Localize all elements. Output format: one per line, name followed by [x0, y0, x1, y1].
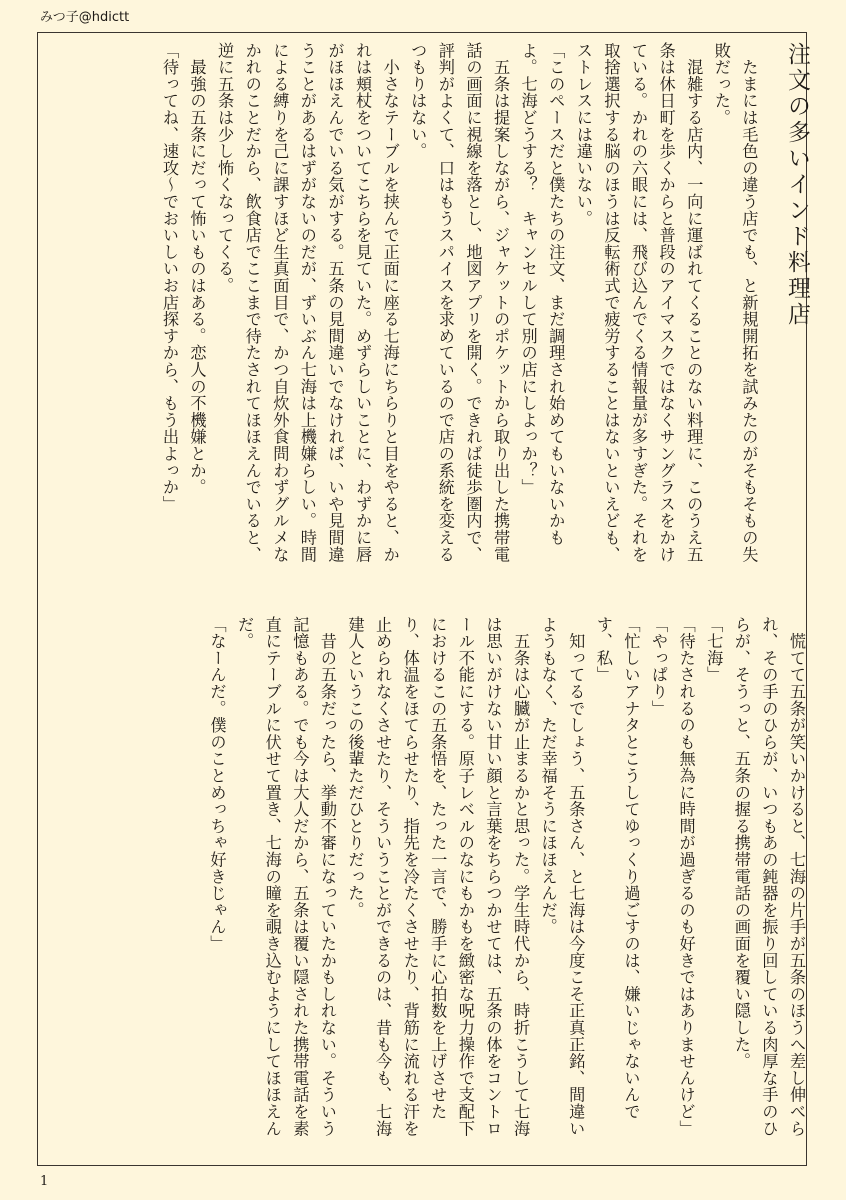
paragraph: 混雑する店内、一向に運ばれてくることのない料理に、このうえ五条は休日町を歩くからと普段のアイマスクではなくサングラスをかけている。かれの六眼には、飛び込んでくる情報量が多すぎた。それを取捨選択する脳のほうは反転術式で疲労することはないといえども、ストレスには違いない。 — [573, 42, 704, 563]
paragraph: 知ってるでしょう、五条さん、と七海は今度こそ正真正銘、間違いようもなく、ただ幸福そうにほほえんだ。 — [538, 616, 586, 1137]
paragraph: 「待ってね、速攻～でおいしいお店探すから、もう出よっか」 — [159, 42, 179, 513]
author-handle: みつ子@hdictt — [40, 10, 130, 25]
paragraph: 最強の五条にだって怖いものはある。恋人の不機嫌とか。 — [187, 42, 207, 496]
text-block-bottom — [60, 616, 810, 1151]
paragraph: 五条は心臓が止まるかと思った。学生時代から、時折こうして七海は思いがけない甘い顔と言葉をちらつかせては、五条の体をコントロール不能にする。原子レベルのなにもかもを緻密な呪力操作で支配下におけるこの五条悟を、たった一言で、勝手に心拍数を上げさせたり、体温をほてらせたり、指先を冷たくさせたり、背筋に流れる汗を止められなくさせたり、そういうことができるのは、昔も今も、七海建人というこの後輩ただひとりだった。 — [345, 616, 531, 1137]
paragraph: たまには毛色の違う店でも、と新規開拓を試みたのがそもそもの失敗だった。 — [711, 42, 759, 563]
story-title: 注文の多いインド料理店 — [784, 42, 810, 328]
page-number: 1 — [40, 1174, 49, 1189]
paragraph: 五条は提案しながら、ジャケットのポケットから取り出した携帯電話の画面に視線を落とし、地図アプリを開く。できれば徒歩圏内で、評判がよくて、口はもうスパイスを求めているので店の系統を変えるつもりはない。 — [408, 42, 511, 563]
paragraph: 「このペースだと僕たちの注文、まだ調理され始めてもいないかもよ。七海どうする？ キャンセルして別の店にしよっか？」 — [518, 42, 566, 546]
paragraph: 慌てて五条が笑いかけると、七海の片手が五条のほうへ差し伸べられ、その手のひらが、いつもあの鈍器を振り回している肉厚な手のひらが、そうっと、五条の握る携帯電話の画面を覆い隠した。 — [731, 616, 806, 1137]
paragraph: 「七海」 — [704, 616, 724, 684]
paragraph: 「なーんだ。僕のことめっちゃ好きじゃん」 — [207, 616, 227, 952]
paragraph: 小さなテーブルを挟んで正面に座る七海にちらりと目をやると、かれは頬杖をついてこちらを見ていた。めずらしいことに、わずかに唇がほほえんでいる気がする。五条の見間違いでなければ、いや見間違うことがあるはずがないのだが、ずいぶん七海は上機嫌らしい。時間による縛りを己に課すほど生真面目で、かつ自炊外食問わずグルメなかれのことだから、飲食店でここまで待たされてほほえんでいると、逆に五条は少し怖くなってくる。 — [215, 42, 400, 563]
text-block-top — [60, 42, 810, 574]
paragraph: 「待たされるのも無為に時間が過ぎるのも好きではありませんけど」 — [676, 616, 696, 1137]
paragraph: 「忙しいアナタとこうしてゆっくり過ごすのは、嫌いじゃないんです、私」 — [593, 616, 641, 1120]
paragraph: 「やっぱり」 — [649, 616, 669, 717]
paragraph: 昔の五条だったら、挙動不審になっていたかもしれない。そういう記憶もある。でも今は大人だから、五条は覆い隠された携帯電話を素直にテーブルに伏せて置き、七海の瞳を覗き込むようにしてほほえんだ。 — [235, 616, 337, 1137]
